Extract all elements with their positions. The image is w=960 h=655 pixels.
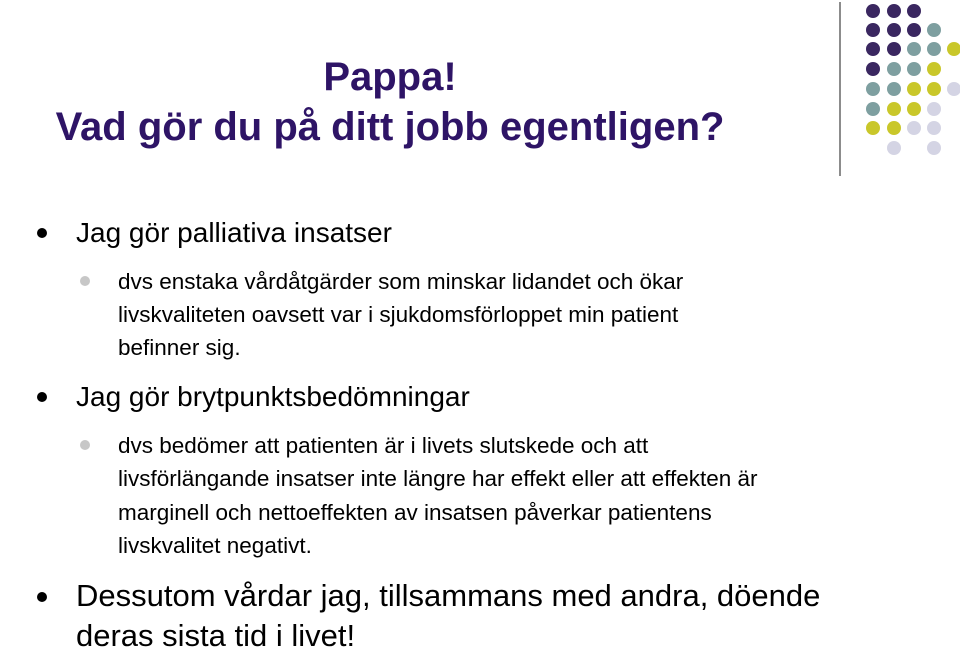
bullet-2-sub-line-3: marginell och nettoeffekten av insatsen påverkar patientens: [118, 500, 712, 525]
bullet-2-sub-line-1: dvs bedömer att patienten är i livets slutskede och att: [118, 433, 649, 458]
bullet-2-text: Jag gör brytpunktsbedömningar: [76, 381, 470, 412]
bullet-dot-icon: [37, 228, 47, 238]
title-line-2: Vad gör du på ditt jobb egentligen?: [55, 105, 725, 149]
bullet-2-sub-line-4: livskvalitet negativt.: [118, 533, 312, 558]
bullet-1-sub-line-1: dvs enstaka vårdåtgärder som minskar lidandet och ökar: [118, 269, 684, 294]
sub-bullet-dot-icon: [80, 276, 90, 286]
bullet-2-sub-line-2: livsförlängande insatser inte längre har effekt eller att effekten är: [118, 466, 758, 491]
bullet-1-sub-line-2: livskvaliteten oavsett var i sjukdomsförloppet min patient: [118, 302, 679, 327]
bullet-1-sub-line-3: befinner sig.: [118, 335, 241, 360]
sub-bullet-dot-icon: [80, 440, 90, 450]
title-line-1: Pappa!: [323, 55, 457, 99]
bullet-3-line-2: deras sista tid i livet!: [76, 618, 356, 653]
bullet-dot-icon: [37, 592, 47, 602]
bullet-dot-icon: [37, 392, 47, 402]
bullet-3-line-1: Dessutom vårdar jag, tillsammans med andra, döende: [76, 578, 821, 613]
bullet-1-text: Jag gör palliativa insatser: [76, 217, 392, 248]
